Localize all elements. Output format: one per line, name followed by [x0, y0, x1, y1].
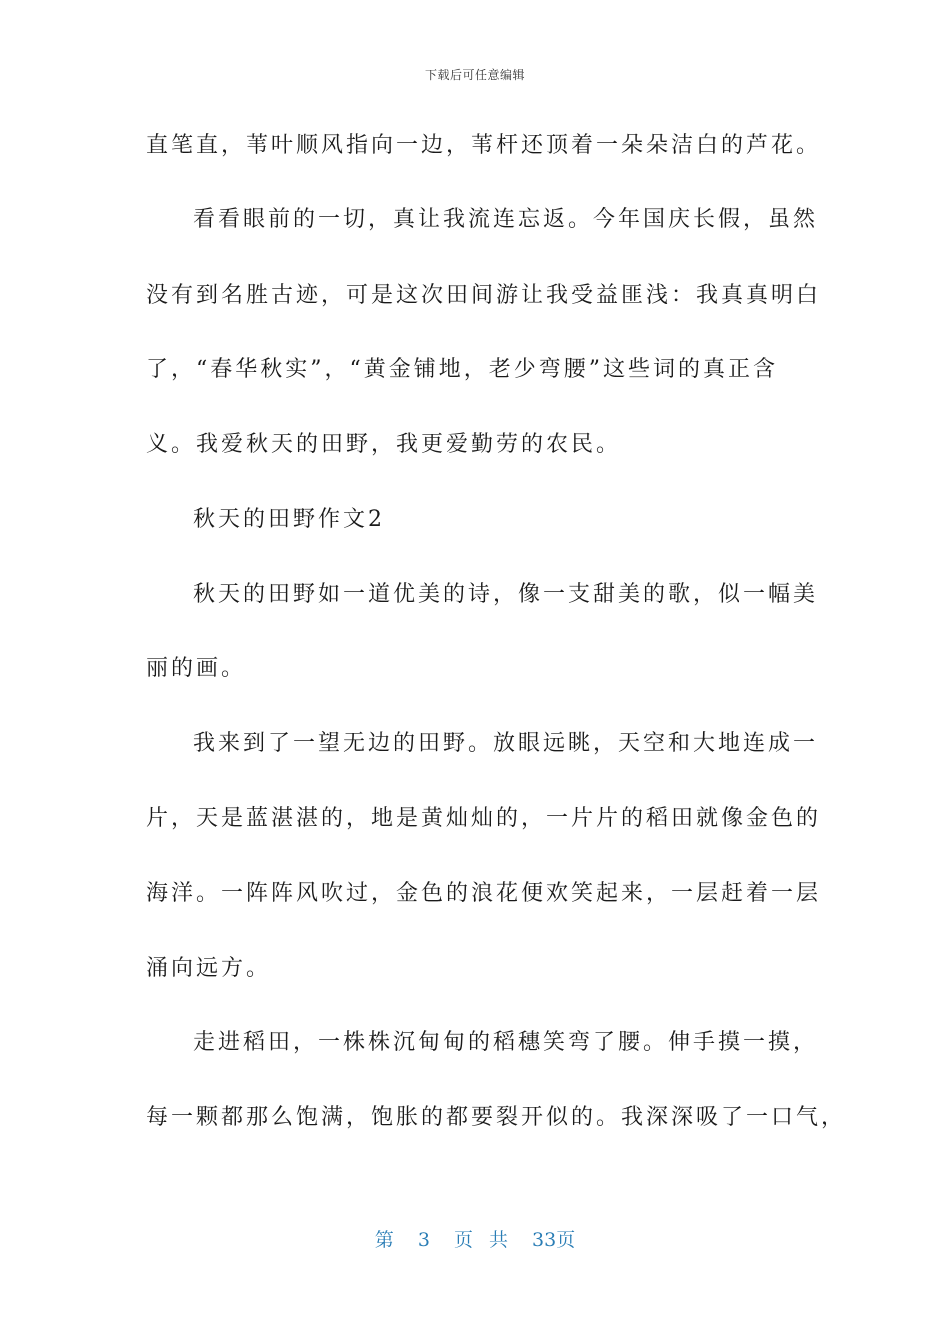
text-line: 海洋。一阵阵风吹过，金色的浪花便欢笑起来，一层赶着一层 [146, 881, 822, 906]
text-line: 秋天的田野如一道优美的诗，像一支甜美的歌，似一幅美 [193, 582, 819, 607]
current-page-number: 3 [417, 1229, 430, 1251]
text-line: 丽的画。 [146, 656, 247, 681]
text-line: 没有到名胜古迹，可是这次田间游让我受益匪浅：我真真明白 [146, 283, 822, 308]
page-label-mid: 页 共 [453, 1229, 508, 1251]
total-pages: 33页 [532, 1229, 576, 1251]
text-line: 涌向远方。 [146, 956, 272, 981]
page-number-footer [0, 1225, 950, 1252]
text-line: 义。我爱秋天的田野，我更爱勤劳的农民。 [146, 432, 622, 457]
section-heading: 秋天的田野作文2 [193, 507, 385, 532]
text-line: 片，天是蓝湛湛的，地是黄灿灿的，一片片的稻田就像金色的 [146, 806, 822, 831]
text-line: 我来到了一望无边的田野。放眼远眺，天空和大地连成一 [193, 731, 819, 756]
page-label-prefix: 第 [374, 1229, 394, 1251]
text-line: 走进稻田，一株株沉甸甸的稻穗笑弯了腰。伸手摸一摸， [193, 1030, 819, 1055]
text-line: 每一颗都那么饱满，饱胀的都要裂开似的。我深深吸了一口气， [146, 1105, 847, 1130]
text-line: 了，“春华秋实”，“黄金铺地，老少弯腰”这些词的真正含 [146, 357, 778, 382]
text-line: 直笔直，苇叶顺风指向一边，苇杆还顶着一朵朵洁白的芦花。 [146, 133, 822, 158]
text-line: 看看眼前的一切，真让我流连忘返。今年国庆长假，虽然 [193, 207, 819, 232]
page-header-note: 下载后可任意编辑 [424, 68, 525, 82]
